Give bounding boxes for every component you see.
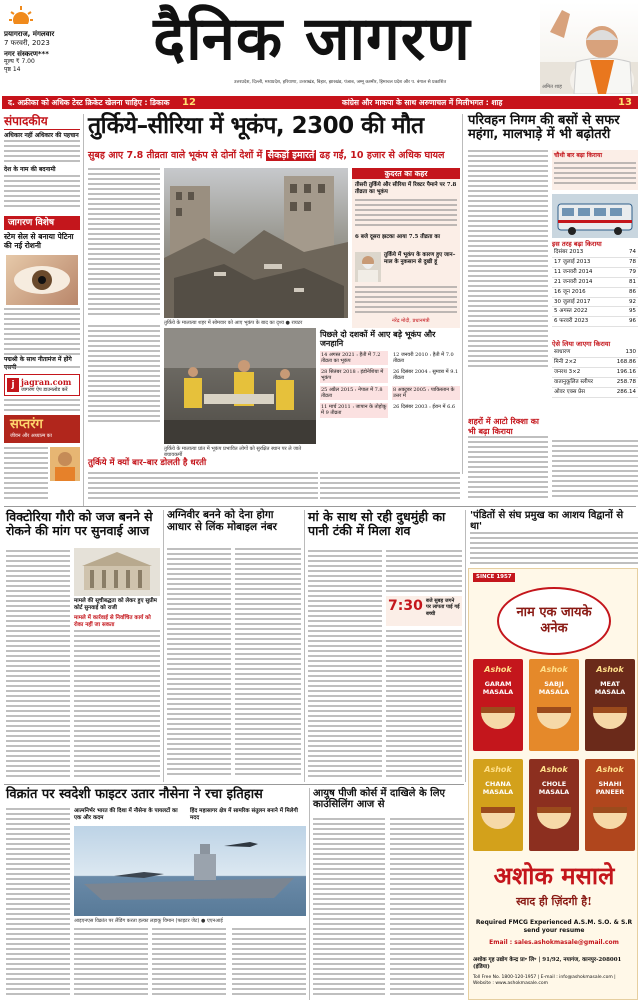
lead-deck-box: सैकड़ों इमारतें [267,150,315,161]
fare-label: 6 फरवरी 2023 [552,317,620,327]
cargo-value: 258.78 [608,377,638,387]
history-head: पिछले दो दशकों में आए बड़े भूकंप और जनहानि [320,329,436,348]
cargo-label: वातानुकूलित स्लीपर [552,377,608,387]
mother-text [308,550,382,780]
special-text [4,308,80,356]
fare-label: 5 अगस्त 2022 [552,307,620,317]
cargo-label: मिनी 2×2 [552,358,608,368]
fare-row [552,248,638,257]
lead-photo2-caption: तुर्किये के मालात्या प्रांत में भूकंप प्रभावित लोगों को सुरक्षित स्थान पर ले जाते बचावकर्मी [164,446,302,459]
aircraft-carrier-icon [74,826,306,916]
ad-tagline: नाम एक जायके अनेक [516,605,592,636]
history-item: 28 सितंबर 2018 : इंडोनेशिया में भूकंप [320,368,388,383]
fare-row [552,307,638,317]
modi-note: तुर्किये में भूकंप के कारण हुए जान–माल के नुकसान से दुखी हूं [384,252,456,265]
cargo-value: 130 [608,348,638,357]
spice-bowl-icon [481,807,515,829]
vikrant-text-4 [232,928,306,1000]
history-item: 26 दिसंबर 2004 : सुमात्रा में 9.1 तीव्रता [393,369,459,382]
court-building-icon [74,548,160,596]
masala-pack-name: GARAM MASALA [482,680,514,696]
cargo-row [552,367,638,377]
cargo-label: साधारण [552,348,608,357]
masala-pack-brand: Ashok [484,665,512,674]
bus-photo [552,194,638,238]
masala-pack-brand: Ashok [484,765,512,774]
fare-value: 96 [620,317,638,327]
vikrant-q1: आत्मनिर्भर भारत की दिशा में नौसेना के पायलटों का एक और कदम [74,808,178,821]
supreme-court-photo [74,548,160,596]
masthead-price: मूल्य ₹ 7.00 [4,58,35,66]
cargo-value: 196.16 [608,367,638,377]
history-bottom-text [320,472,460,502]
bus-icon [552,194,638,238]
victoria-headline: विक्टोरिया गौरी को जज बनने से रोकने की मांग पर सुनवाई आज [6,509,153,538]
masala-packs [473,659,635,855]
victoria-text-2 [74,630,160,780]
transport-text [468,150,548,370]
lead-photo-rubble [164,168,348,318]
vikrant-caption: आइएनएस विक्रांत पर लैंडिंग करता हल्का लड़ाकू विमान (फाइटर जेट) ● एएनआई [74,918,223,924]
lead-subhead-text [88,472,318,502]
lead-photo-caption-text: तुर्किये के मालात्या शहर में सोमवार को आए भूकंप के बाद का दृश्य [164,320,284,326]
lead-photo-caption: तुर्किये के मालात्या शहर में सोमवार को आए भूकंप के बाद का दृश्य ● रायटर [164,320,303,326]
editorial-head: संपादकीय [4,114,80,130]
leader-name: अमित शाह [542,84,562,90]
fare-row [552,267,638,277]
cargo-table-box [552,340,638,398]
masala-pack [473,759,523,851]
cargo-table [552,348,638,397]
spice-bowl-icon [593,707,627,729]
masala-pack [585,759,635,851]
jagran-tag: जागरण ऐप डाउनलोड करें [21,387,68,393]
fare-label: दिसंबर 2013 [552,248,620,257]
fare-label: 11 जनवरी 2014 [552,267,620,277]
fare-label: 21 जनवरी 2014 [552,277,620,287]
modi-photo [355,252,381,282]
cargo-row [552,377,638,387]
pandit-headline: 'पंडितों से संघ प्रमुख का आशय विद्वानों से था' [470,510,624,532]
fare-label: 16 जून 2016 [552,287,620,297]
masala-pack-name: MEAT MASALA [594,680,626,696]
lead-deck-post: ढह गईं, 10 हजार से अधिक घायल [319,150,445,161]
lead-deck-pre: सुबह आए 7.8 तीव्रता वाले भूकंप से दोनों देशों में [88,150,263,161]
victoria-box [74,598,160,629]
cargo-row [552,387,638,397]
lead-photo-credit: रायटर [291,320,303,326]
masala-pack-name: CHANA MASALA [482,780,514,796]
ayush-headline: आयुष पीजी कोर्स में दाखिले के लिए काउंसिलिंग आज से [313,788,446,810]
victoria-text [6,550,70,780]
fare-value: 86 [620,287,638,297]
mother-headline: मां के साथ सो रही दुधमुंही का पानी टंकी में मिला शव [308,509,446,538]
sidebar-story-2-text [4,366,80,372]
cargo-label: जनरथ 3×2 [552,367,608,377]
ad-email[interactable]: Email : sales.ashokmasale@gmail.com [489,939,619,946]
transport-right-text [552,440,638,502]
history-item: 25 अप्रैल 2015 : नेपाल में 7.8 तीव्रता [320,386,388,401]
cargo-row [552,348,638,357]
masala-pack [529,759,579,851]
fare-label: 30 जुलाई 2017 [552,297,620,307]
ashok-ad[interactable] [468,568,638,1000]
editorial-sub-text [4,175,80,213]
ad-phones: Toll Free No. 1800-120-1957 | E-mail : info@ashokmasale.com | Website : www.ashokmasale.com [473,975,616,986]
fare-value: 92 [620,297,638,307]
spice-bowl-icon [537,707,571,729]
masala-pack-brand: Ashok [540,665,568,674]
lead-text-2 [88,325,160,425]
ayush-text-2 [390,818,464,1000]
jagran-online-box[interactable] [4,374,80,396]
mother-time-label: बजे सुबह जगने पर लापता पाई गई बच्ची [426,598,460,617]
editorial-text [4,140,80,166]
rescue-workers-icon [164,328,316,444]
fare-table [552,248,638,327]
editorial-sub: देश के नाम की बदनामी [4,166,56,173]
cargo-value: 168.86 [608,358,638,368]
masala-pack-brand: Ashok [540,765,568,774]
fare-value: 78 [620,258,638,268]
masala-pack-name: SHAHI PANEER [595,780,625,796]
fare-value: 95 [620,307,638,317]
vikrant-caption-text: आइएनएस विक्रांत पर लैंडिंग करता हल्का लड़ाकू विमान (फाइटर जेट) [74,918,200,924]
agniveer-text-2 [235,548,301,780]
newspaper-title: दैनिक जागरण [153,4,471,74]
victoria-box-q1: मामले की सूचीबद्धता को लेकर हुए सुप्रीम कोर्ट सुनवाई को राजी [74,598,157,611]
history-item: 14 अगस्त 2021 : हैती में 7.2 तीव्रता का भूकंप [320,351,388,366]
ad-job: Required FMCG Experienced A.S.M. S.O. & S.R send your resume [475,919,633,934]
agniveer-text [167,548,231,780]
sage-icon [50,447,80,481]
modi-name: नरेंद्र मोदी, प्रधानमंत्री [392,318,430,324]
mother-text-3 [386,630,462,780]
fare-row [552,297,638,307]
pandit-text [470,532,638,566]
eye-icon [6,255,78,305]
fare-value: 79 [620,267,638,277]
fare-row [552,287,638,297]
spice-bowl-icon [537,807,571,829]
collapsed-building-icon [164,168,348,318]
ayush-text [313,818,385,1000]
leader-portrait [540,2,638,94]
fare-row [552,258,638,268]
spice-bowl-icon [481,707,515,729]
transport-subhead: शहरों में आटो रिक्शा का भी बढ़ा किराया [468,416,539,436]
editorial-box [4,114,80,140]
vikrant-text [6,808,70,1000]
ad-since: SINCE 1957 [473,573,515,582]
kudrat-box [352,168,460,328]
teaser-left-page[interactable]: 12 [182,97,196,108]
kudrat-q2: 6 बजे दूसरा झटका आया 7.5 तीव्रता का [355,234,440,241]
saptrang-box [4,415,80,443]
masala-pack [585,659,635,751]
vikrant-credit: एएनआई [206,918,223,924]
jagran-url[interactable]: jagran.com [21,377,72,387]
fare-label: 17 जुलाई 2013 [552,258,620,268]
mother-time-box [386,596,462,626]
jagran-logo-icon: j [7,378,19,392]
vikrant-text-3 [152,928,226,1000]
masala-pack-brand: Ashok [596,665,624,674]
masthead-editions-line: उत्तरप्रदेश, दिल्ली, मध्यप्रदेश, हरियाणा, उत्तराखंड, बिहार, झारखंड, पंजाब, जम्मू कश्मीर, हिमाचल प्रदेश और प. बंगाल से प्रकाशित [233,80,447,85]
jagran-online-text [4,399,80,413]
history-box [320,330,460,470]
fare-value: 74 [620,248,638,257]
vikrant-text-2 [74,928,148,1000]
masthead-city: प्रयागराज, मंगलवार [4,30,55,38]
fare-table-box [552,240,638,327]
special-story: स्टेम सेल से बनाया पेटिना की नई रोशनी [4,232,74,250]
saptrang-brand: सप्तरंग [10,417,43,432]
history-item: 12 जनवरी 2010 : हैती में 7.0 तीव्रता [393,351,454,364]
lead-photo-rescue [164,328,316,444]
vikrant-headline: विक्रांत पर स्वदेशी फाइटर उतार नौसेना ने रचा इतिहास [6,787,263,802]
masala-pack-brand: Ashok [596,765,624,774]
ad-brand: अशोक मसाले [493,862,615,890]
vikrant-q2: हिंद महासागर क्षेत्र में सामरिक संतुलन बनाने में मिलेगी मदद [190,808,298,821]
special-head: जागरण विशेष [4,216,80,230]
masala-pack-name: CHOLE MASALA [538,780,570,796]
history-item: 26 दिसंबर 2003 : ईरान में 6.6 [393,404,456,411]
fare-table-title: इस तरह बढ़ा किराया [552,240,602,248]
special-photo [6,255,78,305]
masthead-pages: पृष्ठ 14 [4,65,21,73]
fare-row [552,317,638,327]
kudrat-head: कुदरत का कहर [352,168,460,179]
jagran-sun-logo-icon [8,4,34,30]
transport-headline: परिवहन निगम की बसों से सफर महंगा, मालभाड़े में भी बढ़ोतरी [468,113,620,143]
cargo-label: ओवर एक्स प्रेस [552,387,608,397]
lead-deck [88,150,458,162]
ad-company: अशोक गृह उद्योग केन्द्र प्रा॰ लि॰ | 91/92, नयागंज, कानपुर-208001 (इंडिया) [473,957,622,970]
saptrang-photo [50,447,80,481]
lead-text [88,168,160,320]
teaser-right[interactable]: कांग्रेस और माकपा के साथ अरुणाचल में मिलीभगत : शाह [342,98,503,107]
vikrant-photo [74,826,306,916]
mother-text-2 [386,550,462,594]
leader-portrait-icon [540,2,638,94]
ad-tagline-seal [497,587,611,655]
cargo-value: 286.14 [608,387,638,397]
spice-bowl-icon [593,807,627,829]
saptrang-text [4,447,48,503]
lead-subhead: तुर्किये में क्यों बार–बार डोलती है धरती [88,458,207,468]
sidebar-story-2: पद्मश्री के साथ नीतामंज में होंगे [4,356,72,363]
kudrat-q1: तीसरी तुर्किये और सीरिया में रिक्टर पैमाने पर 7.8 तीव्रता का भूकंप [355,182,457,196]
editorial-lead: अधिकार नहीं अधिकार की पहचान [4,132,79,139]
lead-headline: तुर्किये–सीरिया में भूकंप, 2300 की मौत [88,113,424,139]
cargo-row [552,358,638,368]
transport-subhead-text [468,436,548,502]
transport-box [552,150,638,190]
victoria-box-q2: मामले में कार्रवाई से निर्वाचित कार्य को रोका नहीं जा सकता [74,614,151,628]
transport-box-title: चौथी बार बढ़ा किराया [554,152,603,159]
teaser-bar [2,96,638,109]
teaser-left[interactable]: द. अफ्रीका को अधिक टेस्ट क्रिकेट खेलना चाहिए : डिकाक [8,98,170,107]
teaser-right-page[interactable]: 13 [618,97,632,108]
masthead-edition: नगर संस्करण*** [4,49,49,58]
masala-pack-name: SABJI MASALA [538,680,570,696]
fare-row [552,277,638,287]
masala-pack [529,659,579,751]
history-item: 11 मार्च 2011 : जापान के तोहोकू में 9 तीव्रता [321,404,387,417]
cargo-table-title: ऐसे लिया जाएगा किराया [552,340,611,348]
masthead-left [4,4,94,73]
saptrang-tag: जीवन और अध्यात्म का [10,433,52,439]
masthead-date: 7 फरवरी, 2023 [4,38,50,47]
masala-pack [473,659,523,751]
history-item: 8 अक्टूबर 2005 : पाकिस्तान के उत्तर में [392,386,460,401]
agniveer-headline: अग्निवीर बनने को देना होगा आधार से लिंक मोबाइल नंबर [167,509,277,533]
mother-time: 7:30 [388,598,423,614]
fare-value: 81 [620,277,638,287]
ad-slogan: स्वाद ही ज़िंदगी है! [516,895,592,908]
modi-icon [355,252,381,282]
